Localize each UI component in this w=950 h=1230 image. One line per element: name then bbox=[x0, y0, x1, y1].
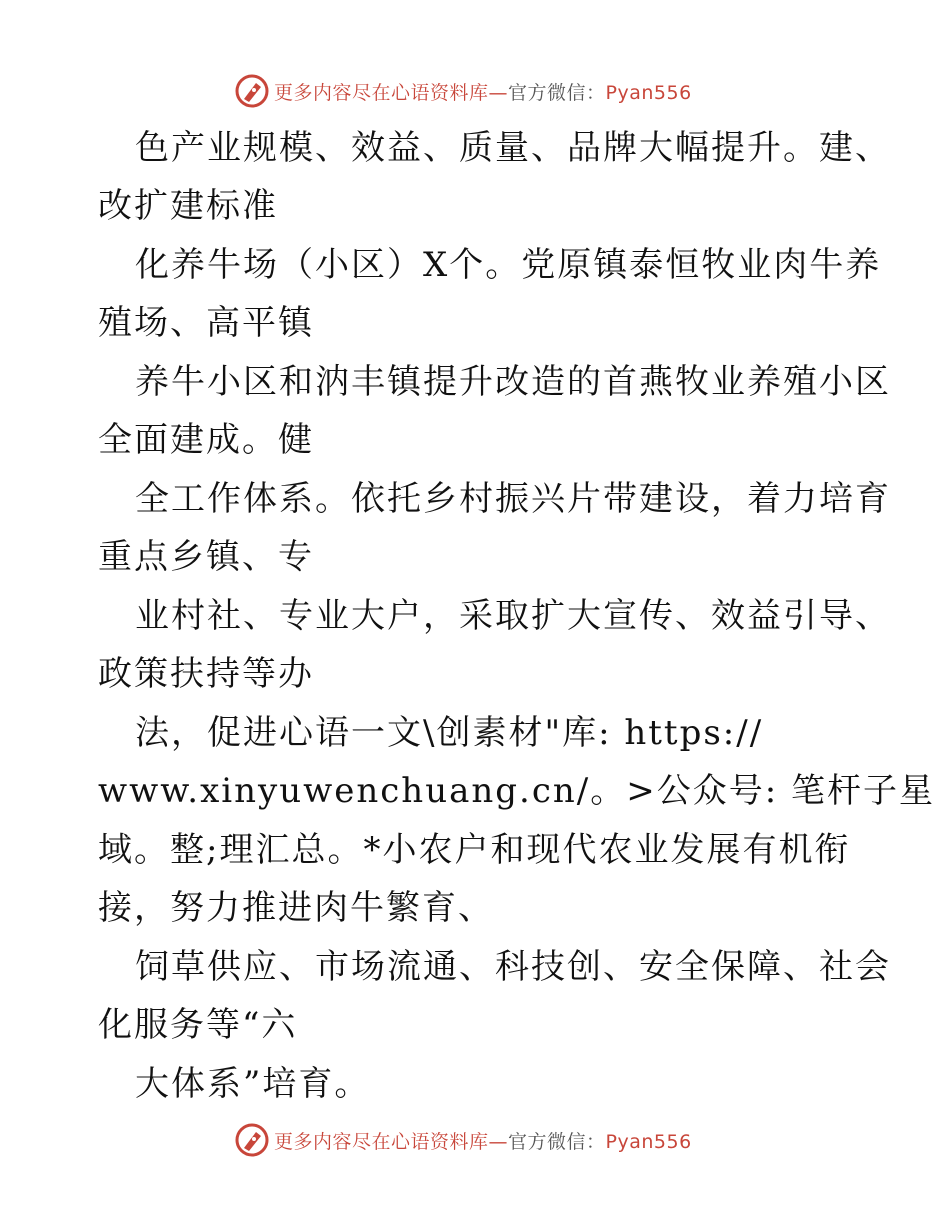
header-banner-sub: 官方微信： bbox=[508, 81, 606, 104]
footer-banner-sub: 官方微信： bbox=[508, 1130, 606, 1153]
body-line: 全面建成。健 bbox=[98, 420, 314, 460]
footer-banner-main: 更多内容尽在心语资料库 bbox=[274, 1130, 489, 1153]
body-line: 色产业规模、效益、质量、品牌大幅提升。建、 bbox=[135, 128, 891, 168]
header-banner-id: Pyan556 bbox=[605, 81, 692, 104]
body-line: 法，促进心语一文\创素材"库: https:// bbox=[135, 713, 764, 753]
body-line: 全工作体系。依托乡村振兴片带建设，着力培育 bbox=[135, 479, 891, 519]
body-line: 重点乡镇、专 bbox=[98, 537, 314, 577]
body-line: 接，努力推进肉牛繁育、 bbox=[98, 888, 494, 928]
body-line: 化服务等“六 bbox=[98, 1005, 298, 1045]
header-banner-main: 更多内容尽在心语资料库 bbox=[274, 81, 489, 104]
pen-nib-logo-icon bbox=[234, 1122, 270, 1158]
header-banner bbox=[234, 71, 692, 111]
body-line: 养牛小区和汭丰镇提升改造的首燕牧业养殖小区 bbox=[135, 362, 891, 402]
body-line: 业村社、专业大户，采取扩大宣传、效益引导、 bbox=[135, 596, 891, 636]
body-line: 化养牛场（小区）X个。党原镇泰恒牧业肉牛养 bbox=[135, 245, 882, 285]
header-banner-text bbox=[274, 78, 692, 105]
body-line: 殖场、高平镇 bbox=[98, 303, 314, 343]
body-line: 大体系”培育。 bbox=[135, 1064, 371, 1104]
body-line: 改扩建标准 bbox=[98, 186, 278, 226]
pen-nib-logo-icon bbox=[234, 73, 270, 109]
footer-banner-id: Pyan556 bbox=[605, 1130, 692, 1153]
footer-banner bbox=[234, 1120, 692, 1160]
body-line: 域。整;理汇总。*小农户和现代农业发展有机衔 bbox=[98, 830, 851, 870]
body-line: 饲草供应、市场流通、科技创、安全保障、社会 bbox=[135, 947, 891, 987]
footer-banner-text bbox=[274, 1127, 692, 1154]
footer-banner-dash: — bbox=[488, 1130, 509, 1153]
header-banner-dash: — bbox=[488, 81, 509, 104]
body-line: 政策扶持等办 bbox=[98, 654, 314, 694]
body-line: www.xinyuwenchuang.cn/。>公众号: 笔杆子星 bbox=[98, 771, 935, 811]
